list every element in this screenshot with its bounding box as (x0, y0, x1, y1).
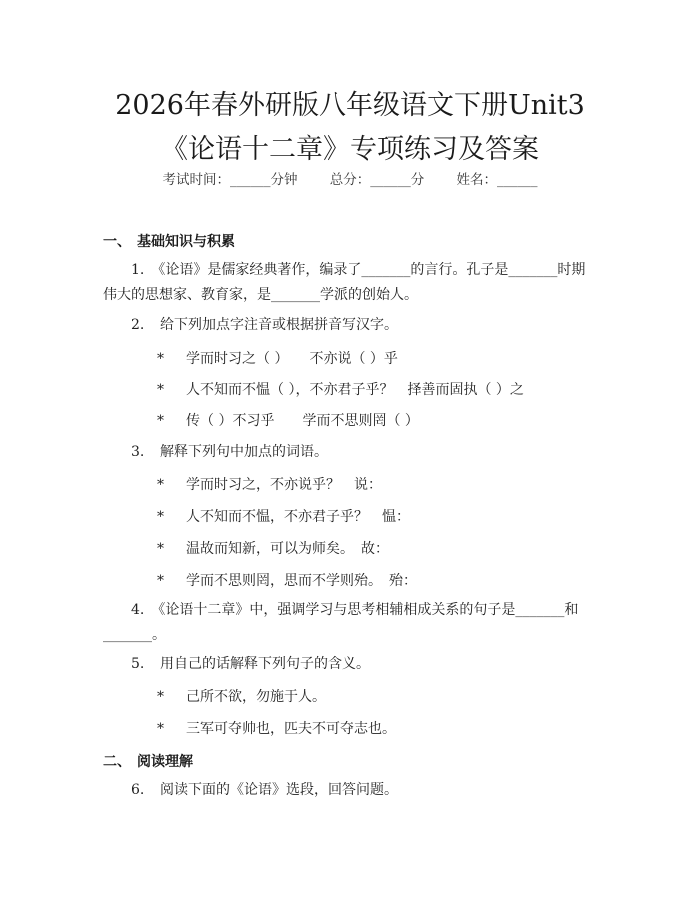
question-number: 5. (131, 656, 145, 672)
item-text: 人不知而不愠（ ），不亦君子乎？ 择善而固执（ ）之 (186, 382, 524, 398)
section-label: 阅读理解 (137, 754, 193, 770)
bullet-icon: * (157, 573, 164, 589)
item-text: 人不知而不愠，不亦君子乎？ 愠： (186, 509, 410, 525)
question-number: 6. (131, 782, 145, 798)
question-text: 用自己的话解释下列句子的含义。 (160, 656, 370, 672)
question-2 (131, 313, 398, 337)
question-number: 4. (131, 602, 145, 618)
section-heading-1 (103, 231, 235, 251)
list-item (157, 410, 419, 430)
question-number: 3. (131, 444, 145, 460)
item-text: 温故而知新，可以为师矣。 故： (186, 541, 389, 557)
item-text: 三军可夺帅也，匹夫不可夺志也。 (186, 721, 396, 737)
question-number: 2. (131, 317, 145, 333)
bullet-icon: * (157, 382, 164, 398)
bullet-icon: * (157, 689, 164, 705)
list-item (157, 718, 396, 738)
bullet-icon: * (157, 541, 164, 557)
exam-score: 总分：______分 (329, 172, 425, 188)
exam-meta (0, 168, 700, 188)
list-item (157, 474, 382, 494)
question-text: 《论语十二章》中，强调学习与思考相辅相成关系的句子是_______和_______。 (103, 602, 579, 643)
question-text: 阅读下面的《论语》选段，回答问题。 (160, 782, 398, 798)
list-item (157, 379, 524, 399)
question-3 (131, 440, 328, 464)
item-text: 传（ ）不习乎 学而不思则罔（ ） (186, 413, 419, 429)
item-text: 己所不欲，勿施于人。 (186, 689, 326, 705)
question-text: 解释下列句中加点的词语。 (160, 444, 328, 460)
item-text: 学而时习之（ ） 不亦说（ ）乎 (186, 351, 398, 367)
question-number: 1. (131, 262, 145, 278)
item-text: 学而不思则罔，思而不学则殆。 殆： (186, 573, 417, 589)
question-1 (103, 258, 593, 308)
bullet-icon: * (157, 413, 164, 429)
section-number: 二、 (103, 754, 131, 770)
question-5 (131, 652, 370, 676)
bullet-icon: * (157, 477, 164, 493)
question-6 (131, 778, 398, 802)
bullet-icon: * (157, 509, 164, 525)
item-text: 学而时习之，不亦说乎？ 说： (186, 477, 382, 493)
list-item (157, 538, 389, 558)
bullet-icon: * (157, 351, 164, 367)
section-label: 基础知识与积累 (137, 234, 235, 250)
exam-time: 考试时间：______分钟 (162, 172, 298, 188)
section-heading-2 (103, 751, 193, 771)
question-text: 《论语》是儒家经典著作，编录了_______的言行。孔子是_______时期伟大的思想家、教育家，是_______学派的创始人。 (103, 262, 586, 303)
question-4 (103, 598, 593, 648)
list-item (157, 348, 398, 368)
list-item (157, 570, 417, 590)
question-text: 给下列加点字注音或根据拼音写汉字。 (160, 317, 398, 333)
student-name: 姓名：______ (456, 172, 538, 188)
page-title: 2026年春外研版八年级语文下册Unit3《论语十二章》专项练习及答案 (115, 90, 585, 165)
list-item (157, 506, 410, 526)
bullet-icon: * (157, 721, 164, 737)
section-number: 一、 (103, 234, 131, 250)
list-item (157, 686, 326, 706)
